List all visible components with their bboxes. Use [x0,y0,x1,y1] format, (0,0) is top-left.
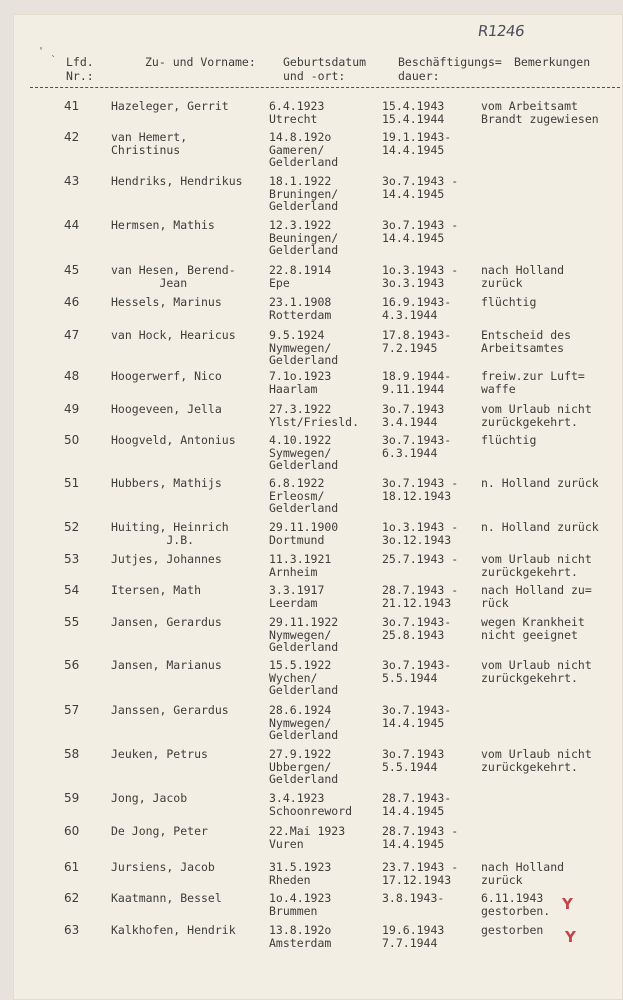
remarks: vom Arbeitsamt Brandt zugewiesen [481,99,599,126]
person-name: Jansen, Gerardus [111,615,222,629]
row-number: 41 [64,99,80,113]
header-divider [30,87,620,88]
person-name: Jursiens, Jacob [111,860,215,874]
person-name: Hermsen, Mathis [111,218,215,232]
employment-period: 3o.7.1943 3.4.1944 [382,402,445,429]
remarks: n. Holland zurück [481,476,599,490]
remarks: freiw.zur Luft= waffe [481,369,585,396]
remarks: gestorben [481,923,544,937]
remarks: nach Holland zurück [481,263,565,290]
employment-period: 3o.7.1943 - 14.4.1945 [382,218,459,245]
row-number: 62 [64,891,80,905]
row-number: 57 [64,703,80,717]
row-number: 53 [64,552,80,566]
employment-period: 3o.7.1943- 25.8.1943 [382,615,452,642]
row-number: 45 [64,263,80,277]
header-lfd-nr: Lfd. Nr.: [66,55,94,83]
employment-period: 28.7.1943- 14.4.1945 [382,791,452,818]
employment-period: 15.4.1943 15.4.1944 [382,99,445,126]
birth-date-place: 6.8.1922 Erleosm/ Gelderland [269,476,339,516]
birth-date-place: 7.1o.1923 Haarlam [269,369,332,396]
person-name: van Hesen, Berend- Jean [111,263,236,290]
remarks: vom Urlaub nicht zurückgekehrt. [481,747,592,774]
employment-period: 3o.7.1943 - 14.4.1945 [382,174,459,201]
red-check-mark: Y [562,895,573,913]
person-name: van Hemert, Christinus [111,130,188,157]
row-number: 42 [64,130,80,144]
remarks: n. Holland zurück [481,520,599,534]
row-number: 56 [64,658,80,672]
employment-period: 19.1.1943- 14.4.1945 [382,130,452,157]
person-name: Hoogeveen, Jella [111,402,222,416]
birth-date-place: 29.11.1900 Dortmund [269,520,339,547]
birth-date-place: 15.5.1922 Wychen/ Gelderland [269,658,339,698]
person-name: Hubbers, Mathijs [111,476,222,490]
employment-period: 3o.7.1943 5.5.1944 [382,747,445,774]
employment-period: 3.8.1943- [382,891,445,905]
birth-date-place: 22.Mai 1923 Vuren [269,824,346,851]
employment-period: 18.9.1944- 9.11.1944 [382,369,452,396]
row-number: 47 [64,328,80,342]
row-number: 63 [64,923,80,937]
person-name: Janssen, Gerardus [111,703,229,717]
birth-date-place: 22.8.1914 Epe [269,263,332,290]
remarks: nach Holland zu= rück [481,583,592,610]
employment-period: 3o.7.1943- 14.4.1945 [382,703,452,730]
remarks: nach Holland zurück [481,860,565,887]
row-number: 51 [64,476,80,490]
row-number: 54 [64,583,80,597]
birth-date-place: 27.3.1922 Ylst/Friesld. [269,402,360,429]
person-name: Huiting, Heinrich J.B. [111,520,229,547]
person-name: Kaatmann, Bessel [111,891,222,905]
row-number: 43 [64,174,80,188]
remarks: flüchtig [481,295,537,309]
birth-date-place: 9.5.1924 Nymwegen/ Gelderland [269,328,339,368]
red-check-mark: Y [565,928,576,946]
remarks: wegen Krankheit nicht geeignet [481,615,585,642]
header-employment: Beschäftigungs= dauer: [398,55,502,83]
row-number: 50 [64,433,80,447]
row-number: 44 [64,218,80,232]
person-name: Hoogerwerf, Nico [111,369,222,383]
row-number: 49 [64,402,80,416]
birth-date-place: 12.3.1922 Beuningen/ Gelderland [269,218,339,258]
header-birth: Geburtsdatum und -ort: [283,55,367,83]
employment-period: 3o.7.1943 - 18.12.1943 [382,476,459,503]
employment-period: 17.8.1943- 7.2.1945 [382,328,452,355]
employment-period: 25.7.1943 - [382,552,459,566]
employment-period: 16.9.1943- 4.3.1944 [382,295,452,322]
person-name: Jansen, Marianus [111,658,222,672]
employment-period: 19.6.1943 7.7.1944 [382,923,445,950]
person-name: Jeuken, Petrus [111,747,208,761]
row-number: 48 [64,369,80,383]
remarks: Entscheid des Arbeitsamtes [481,328,572,355]
person-name: De Jong, Peter [111,824,208,838]
person-name: Jong, Jacob [111,791,188,805]
employment-period: 28.7.1943 - 14.4.1945 [382,824,459,851]
header-name: Zu- und Vorname: [145,55,256,69]
row-number: 59 [64,791,80,805]
birth-date-place: 3.4.1923 Schoonreword [269,791,353,818]
remarks: 6.11.1943 gestorben. [481,891,551,918]
remarks: flüchtig [481,433,537,447]
person-name: Hoogveld, Antonius [111,433,236,447]
birth-date-place: 3.3.1917 Leerdam [269,583,325,610]
birth-date-place: 29.11.1922 Nymwegen/ Gelderland [269,615,339,655]
birth-date-place: 6.4.1923 Utrecht [269,99,325,126]
employment-period: 3o.7.1943- 6.3.1944 [382,433,452,460]
employment-period: 23.7.1943 - 17.12.1943 [382,860,459,887]
archive-reference: R1246 [476,22,526,40]
row-number: 58 [64,747,80,761]
row-number: 61 [64,860,80,874]
remarks: vom Urlaub nicht zurückgekehrt. [481,402,592,429]
row-number: 46 [64,295,80,309]
pencil-tick-mark: ' ˎ [38,46,57,57]
employment-period: 1o.3.1943 - 3o.12.1943 [382,520,459,547]
employment-period: 1o.3.1943 - 3o.3.1943 [382,263,459,290]
person-name: Hessels, Marinus [111,295,222,309]
header-remarks: Bemerkungen [514,55,591,69]
person-name: Jutjes, Johannes [111,552,222,566]
row-number: 60 [64,824,80,838]
birth-date-place: 18.1.1922 Bruningen/ Gelderland [269,174,339,214]
birth-date-place: 28.6.1924 Nymwegen/ Gelderland [269,703,339,743]
person-name: Itersen, Math [111,583,202,597]
birth-date-place: 23.1.1908 Rotterdam [269,295,332,322]
person-name: Hendriks, Hendrikus [111,174,243,188]
birth-date-place: 4.10.1922 Symwegen/ Gelderland [269,433,339,473]
row-number: 55 [64,615,80,629]
birth-date-place: 31.5.1923 Rheden [269,860,332,887]
employment-period: 3o.7.1943- 5.5.1944 [382,658,452,685]
birth-date-place: 13.8.192o Amsterdam [269,923,332,950]
remarks: vom Urlaub nicht zurückgekehrt. [481,552,592,579]
person-name: van Hock, Hearicus [111,328,236,342]
birth-date-place: 1o.4.1923 Brummen [269,891,332,918]
employment-period: 28.7.1943 - 21.12.1943 [382,583,459,610]
birth-date-place: 11.3.1921 Arnheim [269,552,332,579]
remarks: vom Urlaub nicht zurückgekehrt. [481,658,592,685]
person-name: Kalkhofen, Hendrik [111,923,236,937]
birth-date-place: 14.8.192o Gameren/ Gelderland [269,130,339,170]
birth-date-place: 27.9.1922 Ubbergen/ Gelderland [269,747,339,787]
row-number: 52 [64,520,80,534]
person-name: Hazeleger, Gerrit [111,99,229,113]
